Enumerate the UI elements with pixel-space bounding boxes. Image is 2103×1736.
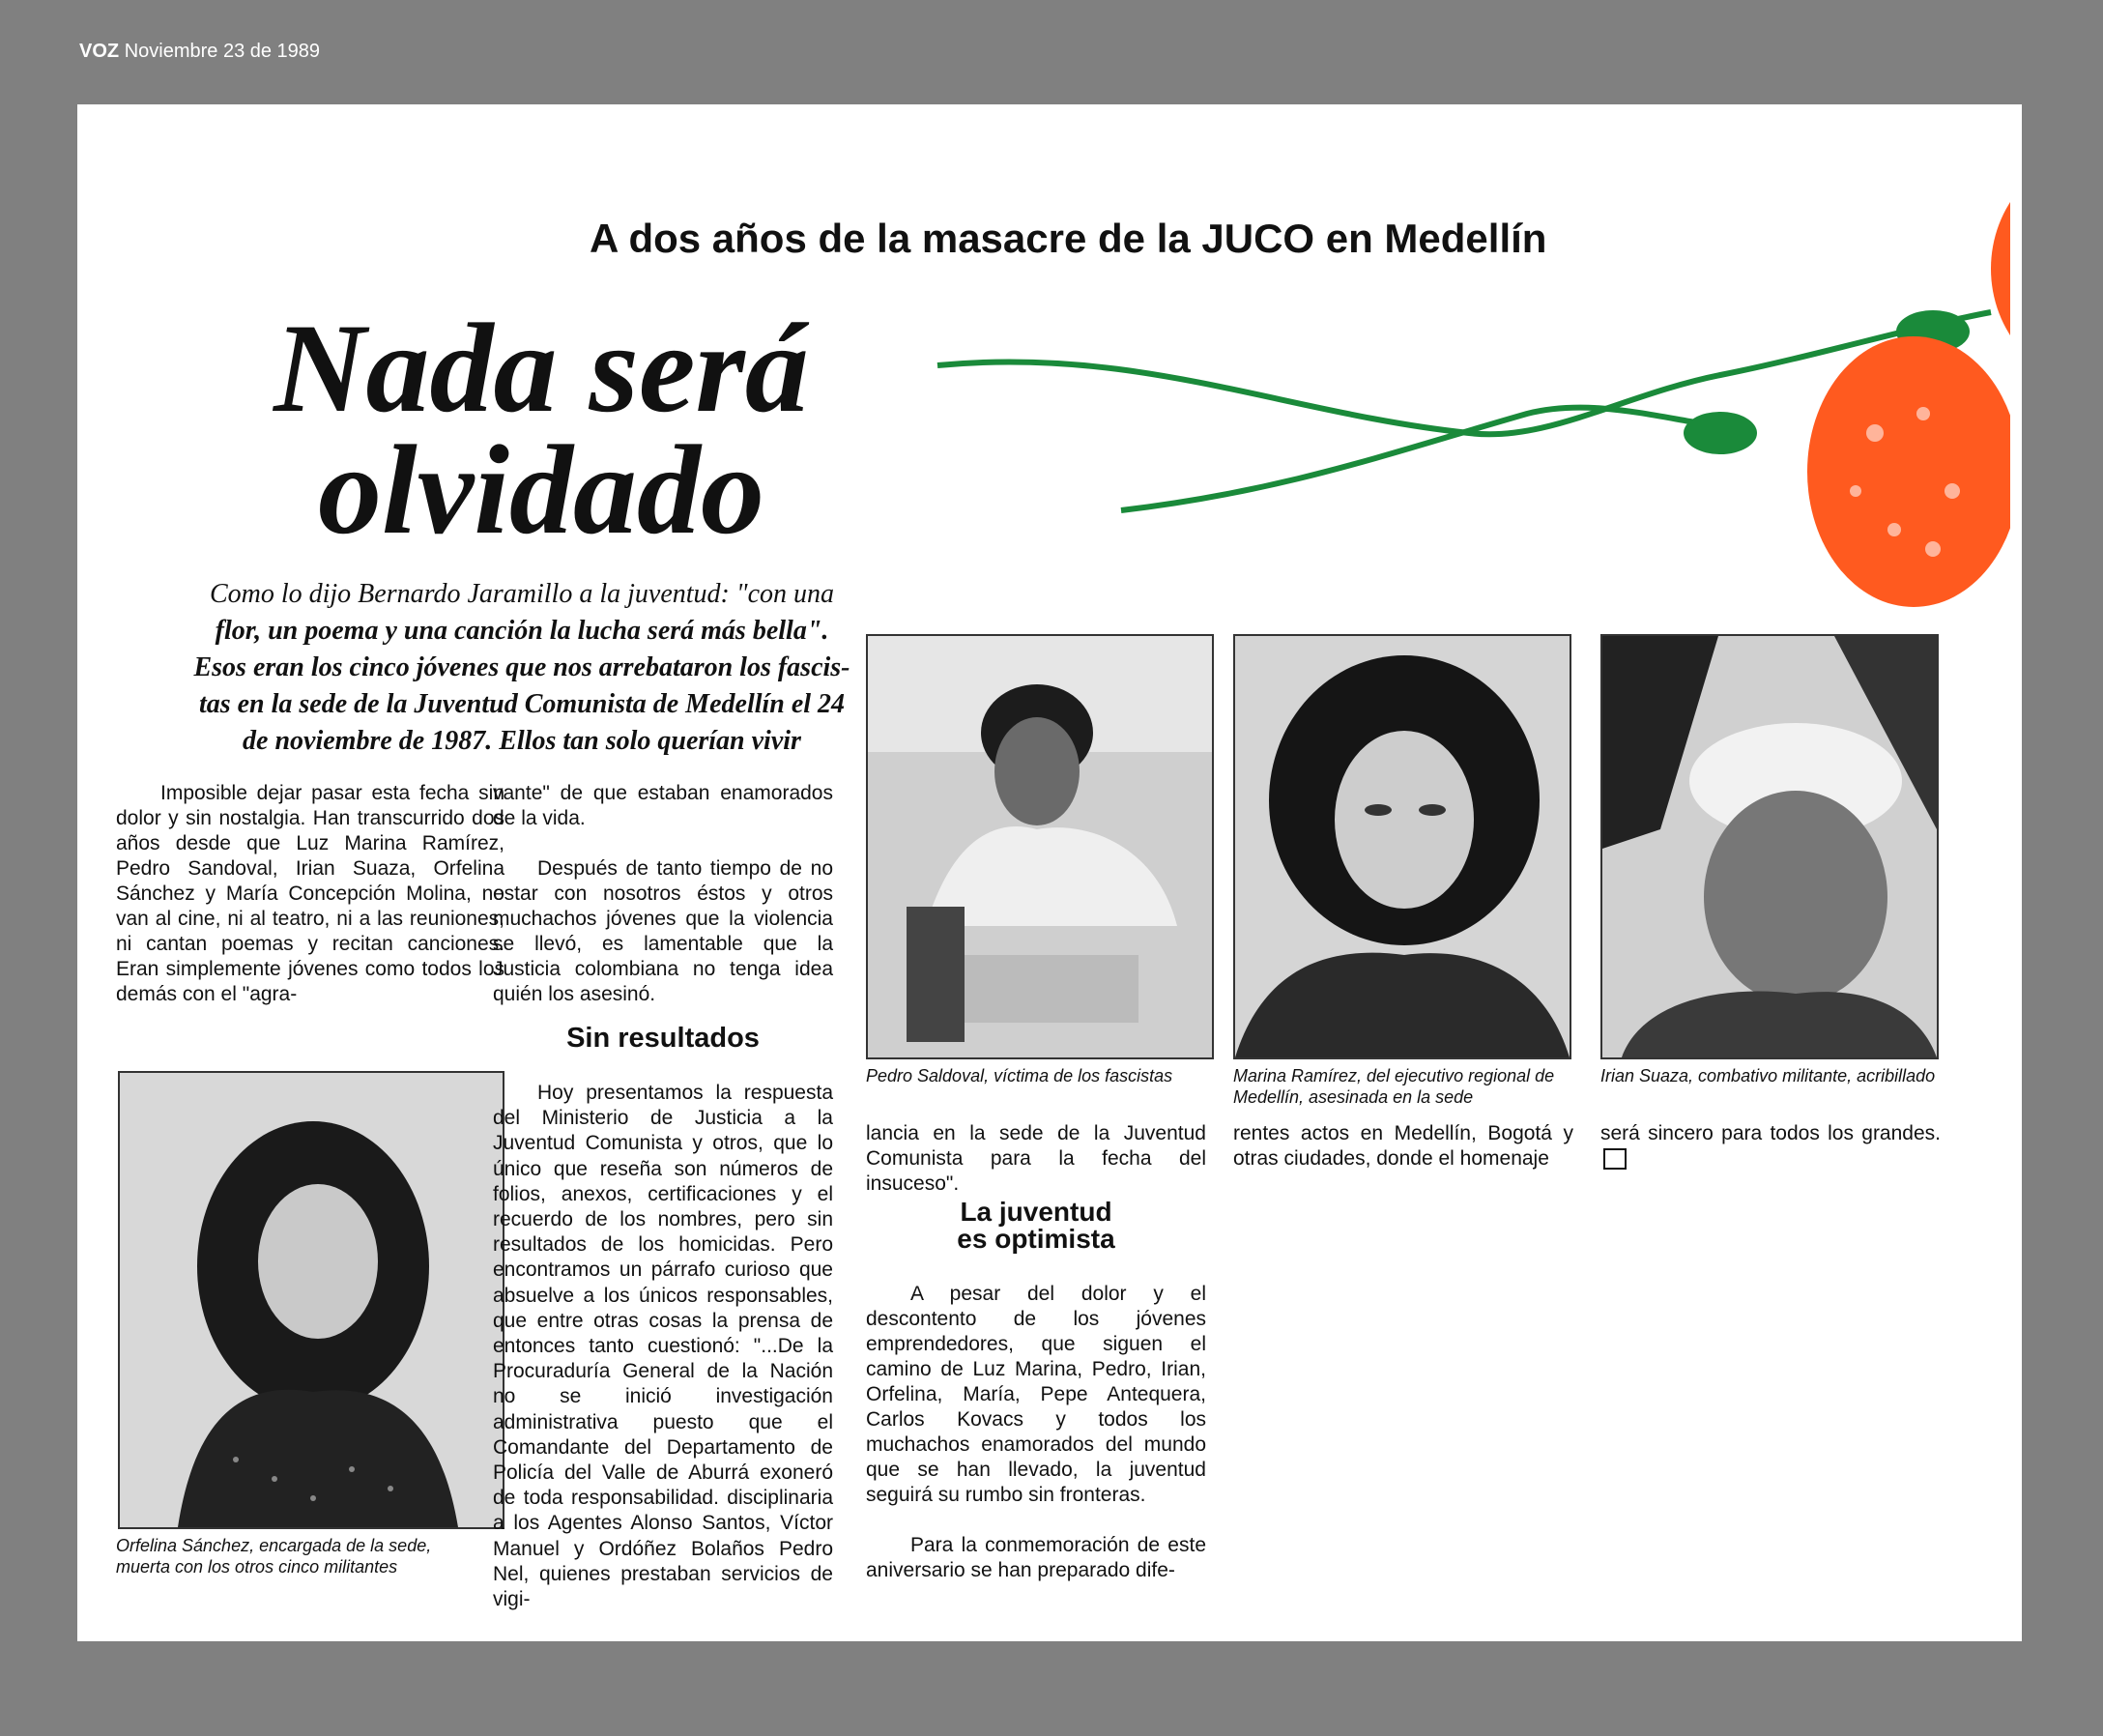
column-2	[493, 781, 833, 1007]
paragraph: rentes actos en Medellín, Bogotá y otras ciudades, donde el homenaje	[1233, 1122, 1573, 1170]
subhead-line-2: es optimista	[957, 1224, 1115, 1254]
caption-marina: Marina Ramírez, del ejecutivo regional de Medellín, asesinada en la sede	[1233, 1066, 1555, 1107]
paragraph: Hoy presentamos la respuesta del Ministerio de Justicia a la Juventud Comunista y otros, que lo único que reseña son números de folios, anexos, certificaciones y el recuerdo de los nombres, pero sin resultados de los homicidas. Pero encontramos un párrafo curioso que absuelve a los únicos responsables, que entre otras cosas la prensa de entonces tanto cuestionó: "...De la Procuraduría General de la Nación no se inició investigación administrativa puesto que el Comandante del Departamento de Policía del Valle de Aburrá exoneró de toda responsabilidad. disciplinaria a los Agentes Alonso Santos, Víctor Manuel y Ordóñez Bolaños Pedro Nel, quienes prestaban servicios de vigi-	[493, 1082, 833, 1611]
subhead-sin-resultados: Sin resultados	[566, 1023, 760, 1054]
column-2-continued	[493, 1081, 833, 1612]
paragraph	[1600, 1121, 1941, 1172]
publication-header	[79, 41, 320, 63]
photo-irian	[1600, 634, 1939, 1059]
column-3	[866, 1121, 1206, 1197]
headline-line-1: Nada será	[274, 297, 809, 439]
publication-date: Noviembre 23 de 1989	[124, 41, 321, 62]
caption-pedro: Pedro Saldoval, víctima de los fascistas	[866, 1066, 1173, 1085]
article-kicker: A dos años de la masacre de la JUCO en Medellín	[590, 216, 1547, 261]
article-lead	[135, 576, 908, 760]
paragraph: Para la conmemoración de este aniversario se han preparado dife-	[866, 1534, 1206, 1581]
paragraph: Después de tanto tiempo de no estar con nosotros éstos y otros muchachos jóvenes que la violencia se llevó, es lamentable que la Justicia colombiana no tenga idea quién los asesinó.	[493, 857, 833, 1005]
column-4	[1233, 1121, 1573, 1172]
lead-line-5: de noviembre de 1987. Ellos tan solo querían vivir	[243, 726, 801, 756]
subhead-juventud	[866, 1199, 1206, 1253]
paragraph: vante" de que estaban enamorados de la vida.	[493, 782, 833, 829]
paragraph: A pesar del dolor y el descontento de los jóvenes emprendedores, que siguen el camino de Luz Marina, Pedro, Irian, Orfelina, María, Pepe Antequera, Carlos Kovacs y todos los muchachos enamorados del mundo que se han llevado, la juventud seguirá su rumbo sin fronteras.	[866, 1283, 1206, 1506]
column-5	[1600, 1121, 1941, 1172]
carnations-illustration	[850, 124, 2010, 646]
photo-orfelina	[118, 1071, 504, 1529]
paragraph: lancia en la sede de la Juventud Comunista para la fecha del insuceso".	[866, 1122, 1206, 1195]
column-3-continued	[866, 1282, 1206, 1583]
paragraph-text: será sincero para todos los grandes.	[1600, 1122, 1941, 1144]
photo-pedro	[866, 634, 1214, 1059]
subhead-line-1: La juventud	[960, 1197, 1112, 1227]
caption-irian: Irian Suaza, combativo militante, acribillado	[1600, 1066, 1936, 1085]
caption-orfelina: Orfelina Sánchez, encargada de la sede, muerta con los otros cinco militantes	[116, 1536, 432, 1577]
lead-line-2: flor, un poema y una canción la lucha será más bella".	[215, 616, 829, 646]
lead-line-4: tas en la sede de la Juventud Comunista de Medellín el 24	[198, 689, 846, 719]
newspaper-page	[77, 104, 2022, 1641]
headline-line-2: olvidado	[318, 419, 764, 561]
lead-line-1: Como lo dijo Bernardo Jaramillo a la juventud: "con una	[209, 579, 835, 609]
publication-name: VOZ	[79, 41, 120, 62]
lead-line-3: Esos eran los cinco jóvenes que nos arrebataron los fascis-	[193, 652, 850, 682]
end-mark-icon	[1603, 1148, 1627, 1170]
photo-marina	[1233, 634, 1571, 1059]
column-1	[116, 781, 504, 1007]
article-headline	[164, 297, 918, 561]
paragraph: Imposible dejar pasar esta fecha sin dolor y sin nostalgia. Han transcurrido dos años desde que Luz Marina Ramírez, Pedro Sandoval, Irian Suaza, Orfelina Sánchez y María Concepción Molina, no van al cine, ni al teatro, ni a las reuniones, ni cantan poemas y recitan canciones. Eran simplemente jóvenes como todos los demás con el "agra-	[116, 782, 504, 1005]
